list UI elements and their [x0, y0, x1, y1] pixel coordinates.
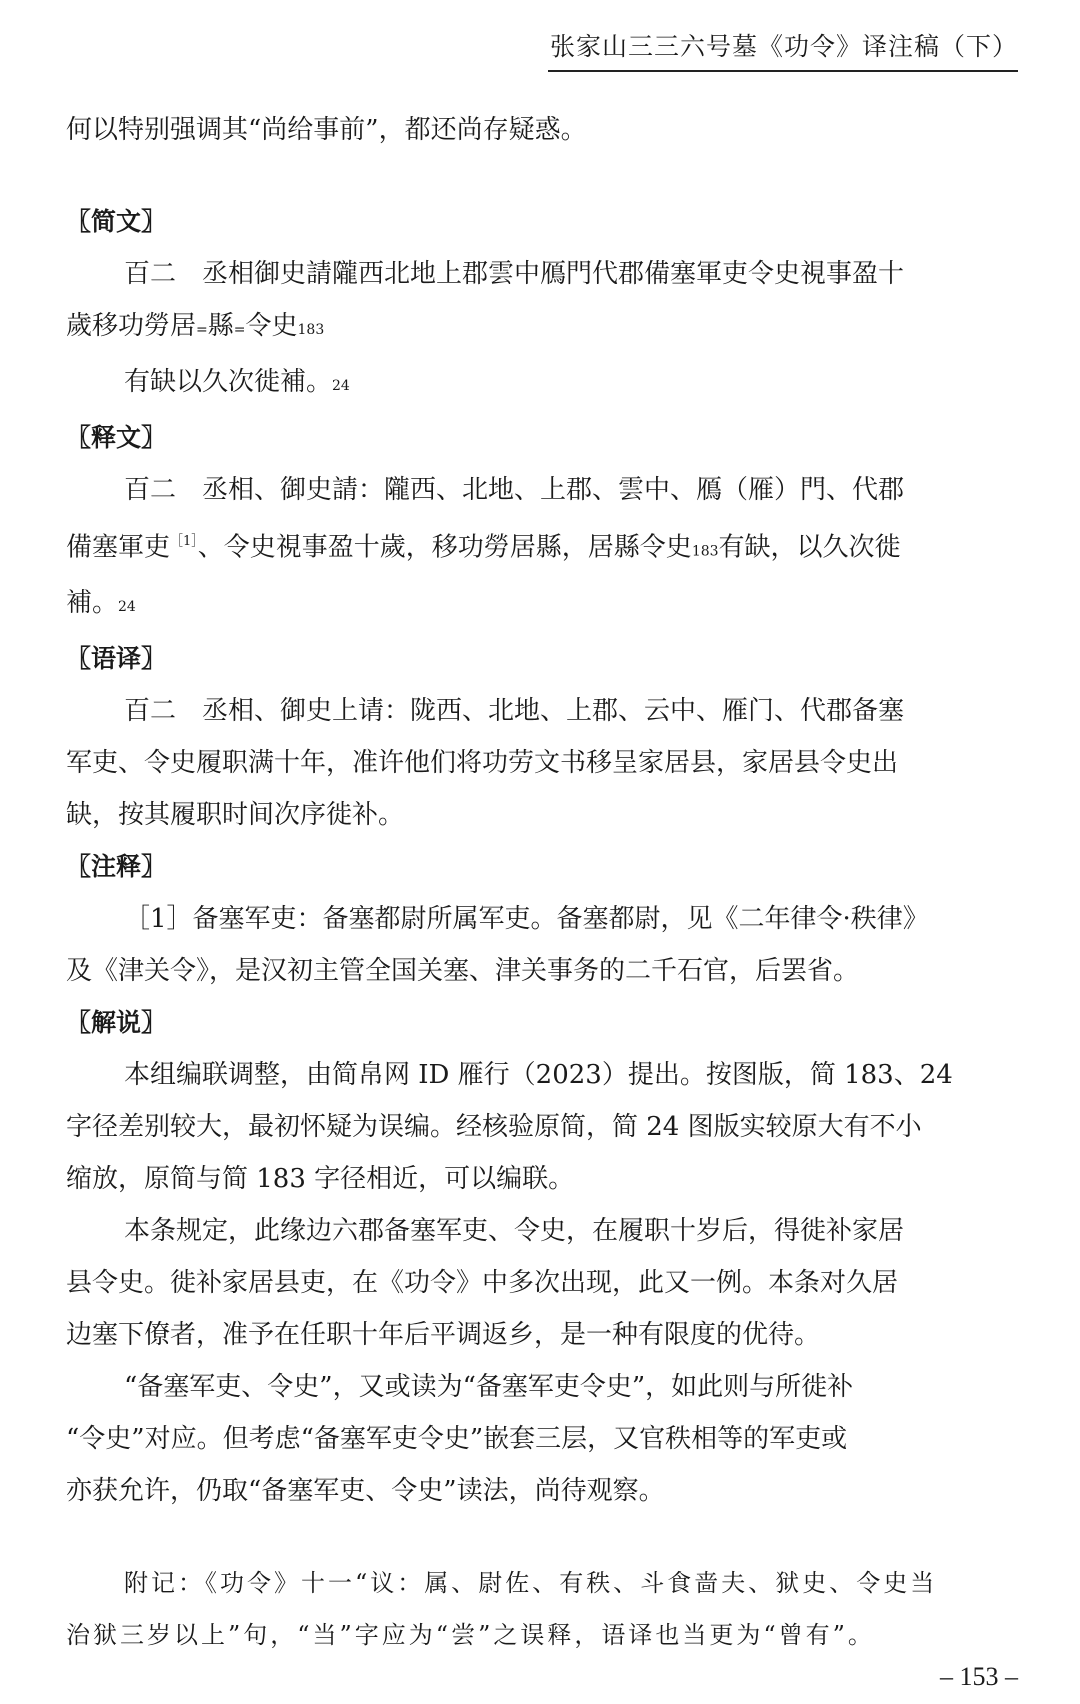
slip-number: 24 [118, 599, 136, 616]
jieshuo-p1-line-1: 本组编联调整，由简帛网 ID 雁行（2023）提出。按图版，简 183、24 [124, 1060, 953, 1091]
yuyi-line-1: 百二 丞相、御史上请：陇西、北地、上郡、云中、雁门、代郡备塞 [124, 696, 905, 727]
jieshuo-p1-line-2: 字径差别较大，最初怀疑为误编。经核验原简，简 24 图版实较原大有不小 [66, 1112, 922, 1143]
section-heading-yuyi: 〖语译〗 [66, 644, 167, 674]
section-heading-shiwen: 〖释文〗 [66, 423, 167, 452]
jieshuo-p1-line-3: 缩放，原简与简 183 字径相近，可以编联。 [66, 1164, 575, 1195]
text-run: 、令史視事盈十歲，移功勞居縣，居縣令史 [197, 532, 692, 563]
jianwen-line-2 [66, 300, 1022, 356]
note-marker[interactable]: ［1］ [170, 534, 198, 549]
yuyi-line-3: 缺，按其履职时间次序徙补。 [66, 800, 405, 831]
page-number: – 153 – [940, 1662, 1018, 1691]
jieshuo-p3-line-3: 亦获允许，仍取“备塞军吏、令史”读法，尚待观察。 [66, 1476, 665, 1507]
slip-number: 183 [691, 543, 719, 560]
yuyi-line-2: 军吏、令史履职满十年，准许他们将功劳文书移呈家居县，家居县令史出 [66, 748, 899, 779]
repeat-mark: = [233, 322, 246, 338]
text-run: 補。 [66, 588, 119, 619]
section-heading-zhushi: 〖注释〗 [66, 852, 167, 882]
intro-line: 何以特别强调其“尚给事前”，都还尚存疑惑。 [66, 115, 587, 145]
shiwen-line-2 [66, 516, 1022, 577]
zhushi-line-1: ［1］备塞军吏：备塞都尉所属军吏。备塞都尉，见《二年律令·秩律》 [124, 904, 929, 935]
section-heading-jianwen: 〖简文〗 [66, 207, 167, 236]
jianwen-line-1: 百二 丞相御史請隴西北地上郡雲中鴈門代郡備塞軍吏令史視事盈十 [124, 259, 905, 289]
postscript-line-2: 治狱三岁以上”句，“当”字应为“尝”之误释，语译也当更为“曾有”。 [66, 1621, 875, 1650]
shiwen-line-1: 百二 丞相、御史請：隴西、北地、上郡、雲中、鴈（雁）門、代郡 [124, 475, 905, 505]
page-body [66, 104, 1022, 1661]
text-run: 縣 [207, 311, 234, 341]
text-run: 歲移功勞居 [66, 311, 197, 341]
repeat-mark: = [196, 322, 208, 338]
jieshuo-p2-line-2: 县令史。徙补家居县吏，在《功令》中多次出现，此又一例。本条对久居 [66, 1268, 899, 1299]
text-run: 有缺，以久次徙 [718, 532, 901, 563]
jianwen-line-3 [66, 356, 1022, 412]
slip-number: 24 [332, 378, 350, 394]
postscript-line-1: 附记：《功令》十一“议：属、尉佐、有秩、斗食啬夫、狱史、令史当 [124, 1569, 938, 1598]
jieshuo-p2-line-3: 边塞下僚者，准予在任职十年后平调返乡，是一种有限度的优待。 [66, 1320, 821, 1351]
text-run: 令史 [245, 311, 298, 341]
zhushi-line-2: 及《津关令》，是汉初主管全国关塞、津关事务的二千石官，后罢省。 [66, 956, 860, 987]
jieshuo-p2-line-1: 本条规定，此缘边六郡备塞军吏、令史，在履职十岁后，得徙补家居 [124, 1216, 905, 1247]
running-header: 张家山三三六号墓《功令》译注稿（下） [549, 32, 1018, 61]
jieshuo-p3-line-1: “备塞军吏、令史”，又或读为“备塞军吏令史”，如此则与所徙补 [124, 1372, 854, 1403]
section-heading-jieshuo: 〖解说〗 [66, 1008, 167, 1038]
slip-number: 183 [297, 322, 325, 338]
header-rule [548, 70, 1018, 72]
jieshuo-p3-line-2: “令史”对应。但考虑“备塞军吏令史”嵌套三层，又官秩相等的军吏或 [66, 1424, 848, 1455]
text-run: 有缺以久次徙補。 [124, 367, 333, 397]
shiwen-line-3 [66, 577, 1022, 633]
text-run: 備塞軍吏 [66, 532, 171, 563]
